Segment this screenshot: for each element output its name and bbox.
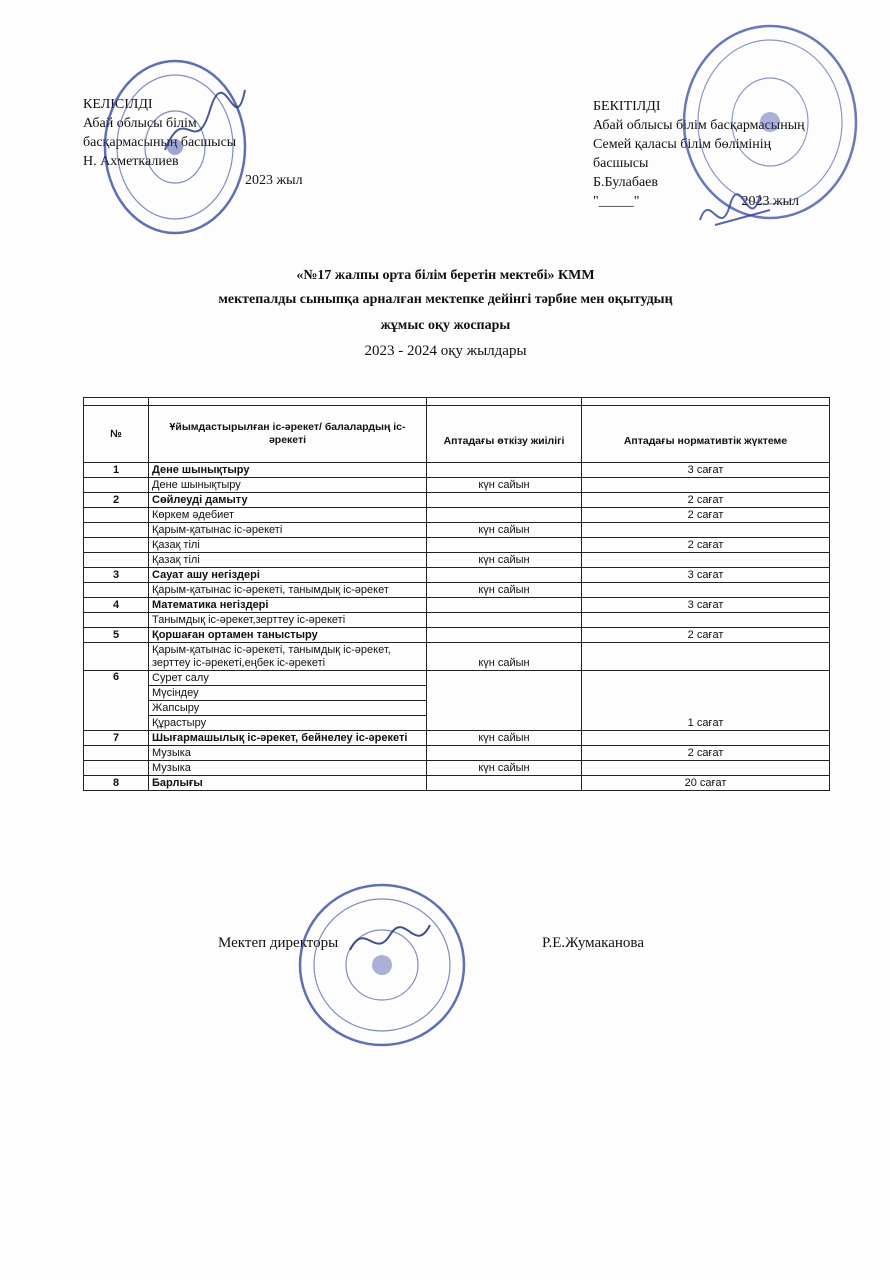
- table-row: [84, 643, 830, 671]
- row-load: 2 сағат: [582, 508, 830, 523]
- row-activity: Қарым-қатынас іс-әрекеті: [149, 523, 427, 538]
- row-frequency: [427, 628, 582, 643]
- row-frequency: [427, 508, 582, 523]
- row-activity: Құрастыру: [149, 716, 427, 731]
- curriculum-table: [83, 397, 830, 791]
- approval-right-date-prefix: "_____": [593, 194, 640, 209]
- row-number: [84, 613, 149, 628]
- row-frequency: [427, 671, 582, 731]
- approval-right-date: 2023 жыл: [741, 194, 800, 209]
- row-number: 1: [84, 463, 149, 478]
- header-activity: Ұйымдастырылған іс-әрекет/ балалардың іс-әрекеті: [149, 406, 427, 463]
- row-load: 3 сағат: [582, 463, 830, 478]
- row-activity: Жапсыру: [149, 701, 427, 716]
- row-number: [84, 508, 149, 523]
- row-load: 3 сағат: [582, 598, 830, 613]
- row-activity: Көркем әдебиет: [149, 508, 427, 523]
- row-number: [84, 583, 149, 598]
- doc-title-line1: «№17 жалпы орта білім беретін мектебі» КММ: [296, 268, 595, 283]
- row-load: [582, 478, 830, 493]
- row-activity: Математика негіздері: [149, 598, 427, 613]
- table-row: [84, 463, 830, 478]
- row-number: 5: [84, 628, 149, 643]
- row-frequency: күн сайын: [427, 583, 582, 598]
- table-row: [84, 776, 830, 791]
- approval-right-line3: басшысы: [593, 156, 649, 171]
- row-load: 2 сағат: [582, 538, 830, 553]
- approval-right-line2: Семей қаласы білім бөлімінің: [593, 137, 772, 152]
- header-load: Аптадағы нормативтік жүктеме: [582, 406, 830, 463]
- row-number: [84, 746, 149, 761]
- row-activity: Қазақ тілі: [149, 538, 427, 553]
- director-signature-icon: [345, 915, 435, 965]
- approval-left-line1: Абай облысы білім: [83, 116, 197, 131]
- row-load: 2 сағат: [582, 746, 830, 761]
- row-frequency: күн сайын: [427, 553, 582, 568]
- table-row: [84, 598, 830, 613]
- row-number: 8: [84, 776, 149, 791]
- row-load: [582, 613, 830, 628]
- row-activity: Мүсіндеу: [149, 686, 427, 701]
- row-number: [84, 478, 149, 493]
- row-frequency: күн сайын: [427, 731, 582, 746]
- row-frequency: [427, 568, 582, 583]
- director-name: Р.Е.Жумаканова: [542, 935, 644, 951]
- row-activity: Музыка: [149, 746, 427, 761]
- row-load: 1 сағат: [582, 671, 830, 731]
- table-row: [84, 523, 830, 538]
- row-frequency: күн сайын: [427, 643, 582, 671]
- approval-left-name: Н. Ахметкалиев: [83, 154, 179, 169]
- row-frequency: [427, 776, 582, 791]
- table-row: [84, 538, 830, 553]
- row-load: [582, 643, 830, 671]
- approval-left-date: 2023 жыл: [245, 173, 303, 188]
- table-row: [84, 746, 830, 761]
- table-row: [84, 478, 830, 493]
- table-row: [84, 583, 830, 598]
- row-activity: Қарым-қатынас іс-әрекеті, танымдық іс-әрекет: [149, 583, 427, 598]
- row-frequency: [427, 493, 582, 508]
- row-activity: Шығармашылық іс-әрекет, бейнелеу іс-әрекеті: [149, 731, 427, 746]
- row-activity: Сурет салу: [149, 671, 427, 686]
- row-frequency: [427, 463, 582, 478]
- table-row: [84, 568, 830, 583]
- row-activity: Сөйлеуді дамыту: [149, 493, 427, 508]
- row-activity: Сауат ашу негіздері: [149, 568, 427, 583]
- row-frequency: күн сайын: [427, 523, 582, 538]
- row-activity: Дене шынықтыру: [149, 463, 427, 478]
- row-load: [582, 553, 830, 568]
- row-load: [582, 583, 830, 598]
- row-load: 2 сағат: [582, 493, 830, 508]
- doc-title-line3: жұмыс оқу жоспары: [380, 318, 511, 333]
- row-activity: Музыка: [149, 761, 427, 776]
- row-activity: Қарым-қатынас іс-әрекеті, танымдық іс-әрекет, зерттеу іс-әрекеті,еңбек іс-әрекеті: [149, 643, 427, 671]
- table-row: [84, 613, 830, 628]
- row-number: 3: [84, 568, 149, 583]
- row-activity: Барлығы: [149, 776, 427, 791]
- director-label: Мектеп директоры: [218, 935, 339, 951]
- row-number: [84, 643, 149, 671]
- row-activity: Дене шынықтыру: [149, 478, 427, 493]
- row-number: 2: [84, 493, 149, 508]
- row-frequency: күн сайын: [427, 478, 582, 493]
- approval-left-line2: басқармасының басшысы: [83, 135, 237, 150]
- table-row: [84, 761, 830, 776]
- school-stamp-icon: [295, 880, 470, 1050]
- row-frequency: [427, 598, 582, 613]
- left-signature-icon: [155, 80, 255, 170]
- row-number: [84, 553, 149, 568]
- approval-left-title: КЕЛІСІЛДІ: [83, 97, 153, 112]
- row-frequency: күн сайын: [427, 761, 582, 776]
- row-activity: Қазақ тілі: [149, 553, 427, 568]
- approval-right-name: Б.Булабаев: [593, 175, 658, 190]
- row-activity: Қоршаған ортамен таныстыру: [149, 628, 427, 643]
- row-frequency: [427, 538, 582, 553]
- row-frequency: [427, 746, 582, 761]
- table-row: [84, 493, 830, 508]
- table-row: [84, 553, 830, 568]
- row-load: [582, 523, 830, 538]
- row-load: 20 сағат: [582, 776, 830, 791]
- table-row: [84, 671, 830, 686]
- row-number: 4: [84, 598, 149, 613]
- approval-right-title: БЕКІТІЛДІ: [593, 99, 661, 114]
- right-signature-icon: [690, 180, 780, 250]
- table-row: [84, 628, 830, 643]
- row-number: 7: [84, 731, 149, 746]
- row-load: 2 сағат: [582, 628, 830, 643]
- row-number: [84, 538, 149, 553]
- doc-title-line2: мектепалды сыныпқа арналған мектепке дейінгі тәрбие мен оқытудың: [218, 292, 673, 307]
- header-frequency: Аптадағы өткізу жиілігі: [427, 406, 582, 463]
- row-number: [84, 761, 149, 776]
- table-row: [84, 508, 830, 523]
- approval-right-line1: Абай облысы білім басқармасының: [593, 118, 805, 133]
- row-activity: Танымдық іс-әрекет,зерттеу іс-әрекеті: [149, 613, 427, 628]
- table-row: [84, 731, 830, 746]
- row-load: 3 сағат: [582, 568, 830, 583]
- row-frequency: [427, 613, 582, 628]
- header-number: №: [84, 406, 149, 463]
- doc-title-year: 2023 - 2024 оқу жылдары: [364, 343, 527, 359]
- row-load: [582, 761, 830, 776]
- row-number: [84, 523, 149, 538]
- row-load: [582, 731, 830, 746]
- row-number: 6: [84, 671, 149, 731]
